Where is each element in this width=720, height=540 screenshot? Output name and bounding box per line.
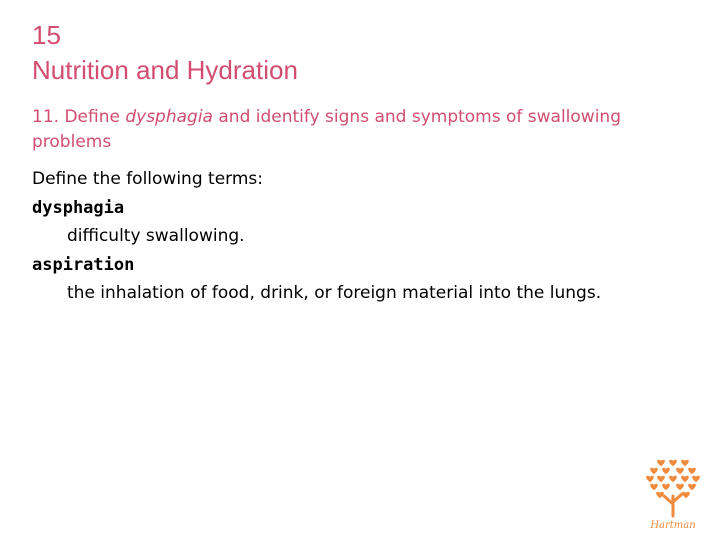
hartman-logo: [640, 456, 706, 532]
heart-icon: [650, 468, 658, 474]
objective-term: dysphagia: [125, 107, 213, 127]
heart-icon: [681, 460, 689, 466]
heart-tree-icon: [640, 456, 706, 532]
learning-objective: [32, 105, 672, 155]
definition-dysphagia: difficulty swallowing.: [67, 226, 245, 246]
term-dysphagia: dysphagia: [32, 197, 125, 218]
heart-icon: [682, 492, 690, 498]
heart-icon: [681, 476, 689, 482]
chapter-number: 15: [32, 20, 61, 50]
heart-icon: [676, 468, 684, 474]
objective-suffix: and identify signs and symptoms of swallowing problems: [32, 107, 622, 152]
heart-icon: [688, 468, 696, 474]
terms-intro: Define the following terms:: [32, 169, 263, 189]
chapter-title: Nutrition and Hydration: [32, 55, 298, 85]
definition-aspiration: the inhalation of food, drink, or foreign material into the lungs.: [67, 283, 602, 303]
heart-icon: [669, 476, 677, 482]
heart-icon: [688, 484, 696, 490]
term-aspiration: aspiration: [32, 254, 135, 275]
heart-icon: [662, 468, 670, 474]
logo-text: Hartman: [650, 520, 696, 531]
heart-icon: [646, 476, 654, 482]
heart-icon: [692, 476, 700, 482]
heart-icon: [657, 460, 665, 466]
heart-icon: [657, 476, 665, 482]
heart-icon: [669, 460, 677, 466]
heart-icon: [656, 492, 664, 498]
objective-prefix: 11. Define: [32, 107, 126, 127]
heart-icon: [676, 484, 684, 490]
heart-icon: [650, 484, 658, 490]
terms-list: [32, 165, 712, 308]
heart-icon: [662, 484, 670, 490]
